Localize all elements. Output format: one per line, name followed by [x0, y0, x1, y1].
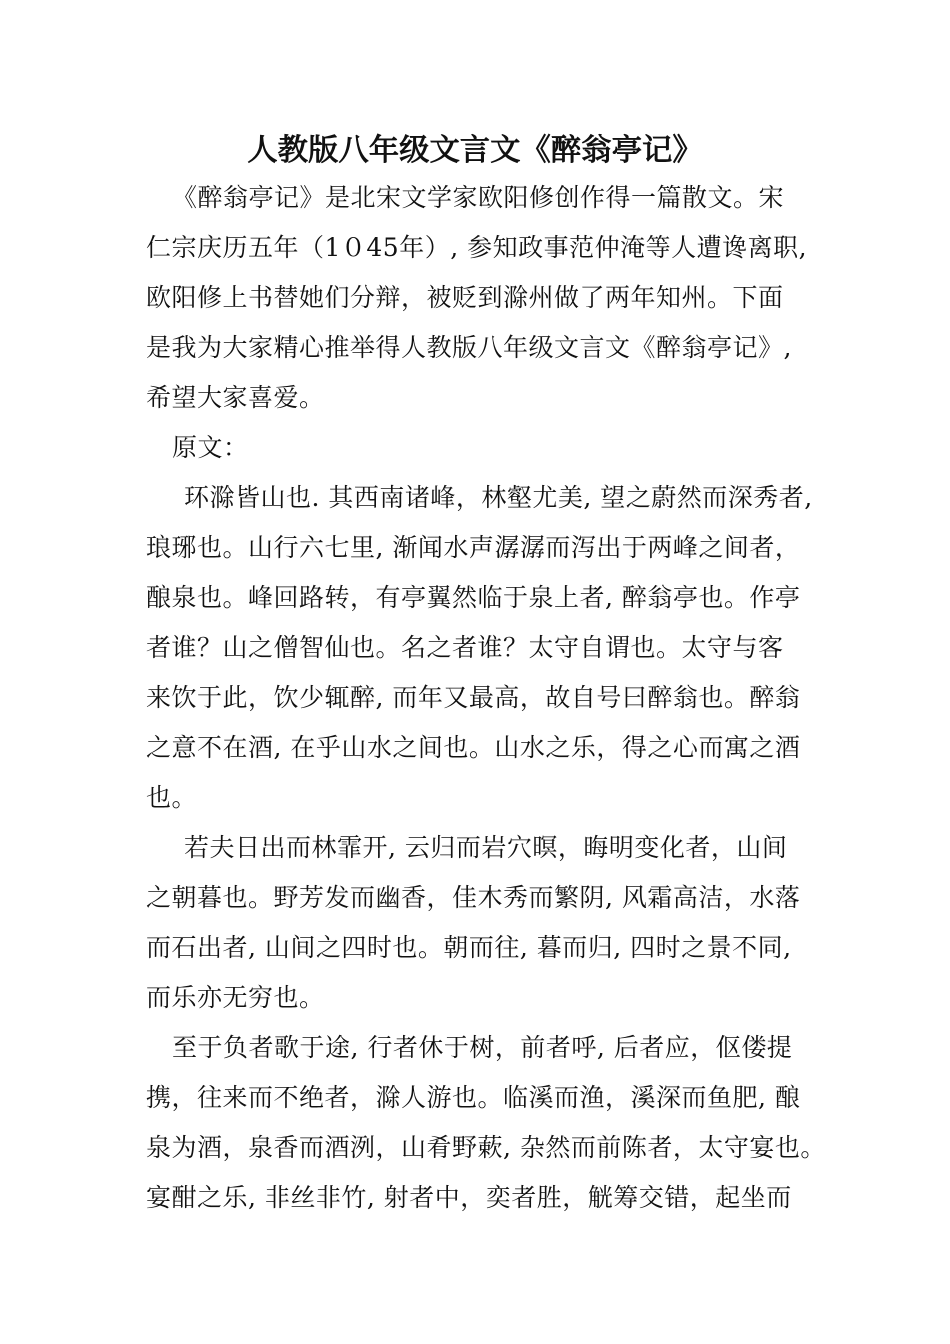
intro-line-2: 仁宗庆历五年（1０45年）, 参知政事范仲淹等人遭谗离职, [146, 233, 808, 262]
intro-line-4: 是我为大家精心推举得人教版八年级文言文《醉翁亭记》, [146, 333, 792, 362]
paragraph3-line-4: 宴酣之乐, 非丝非竹, 射者中，奕者胜，觥筹交错，起坐而 [146, 1183, 792, 1212]
intro-line-3: 欧阳修上书替她们分辩，被贬到滁州做了两年知州。下面 [146, 283, 784, 312]
paragraph3-line-1: 至于负者歌于途, 行者休于树，前者呼, 后者应，伛偻提 [172, 1033, 793, 1062]
paragraph2-line-3: 而石出者, 山间之四时也。朝而往, 暮而归, 四时之景不同, [146, 933, 792, 962]
intro-line-5: 希望大家喜爱。 [146, 383, 325, 412]
paragraph3-line-3: 泉为酒，泉香而酒洌，山肴野蔌, 杂然而前陈者，太守宴也。 [146, 1133, 826, 1162]
intro-line-1: 《醉翁亭记》是北宋文学家欧阳修创作得一篇散文。宋 [172, 183, 785, 212]
paragraph1-line-2: 琅琊也。山行六七里, 渐闻水声潺潺而泻出于两峰之间者， [146, 533, 801, 562]
paragraph3-line-2: 携，往来而不绝者，滁人游也。临溪而渔，溪深而鱼肥, 酿 [146, 1083, 801, 1112]
paragraph1-line-7: 也。 [146, 783, 198, 812]
paragraph1-line-5: 来饮于此，饮少辄醉, 而年又最高，故自号曰醉翁也。醉翁 [146, 683, 801, 712]
paragraph1-line-1: 环滁皆山也. 其西南诸峰，林壑尤美, 望之蔚然而深秀者, [184, 483, 813, 512]
paragraph1-line-6: 之意不在酒, 在乎山水之间也。山水之乐，得之心而寓之酒 [146, 733, 801, 762]
section-label: 原文： [172, 433, 249, 462]
paragraph2-line-2: 之朝暮也。野芳发而幽香，佳木秀而繁阴, 风霜高洁，水落 [146, 883, 801, 912]
paragraph2-line-1: 若夫日出而林霏开, 云归而岩穴暝，晦明变化者，山间 [184, 833, 788, 862]
paragraph2-line-4: 而乐亦无穷也。 [146, 983, 325, 1012]
paragraph1-line-3: 酿泉也。峰回路转，有亭翼然临于泉上者, 醉翁亭也。作亭 [146, 583, 801, 612]
paragraph1-line-4: 者谁？山之僧智仙也。名之者谁？太守自谓也。太守与客 [146, 633, 784, 662]
document-title: 人教版八年级文言文《醉翁亭记》 [247, 132, 703, 168]
